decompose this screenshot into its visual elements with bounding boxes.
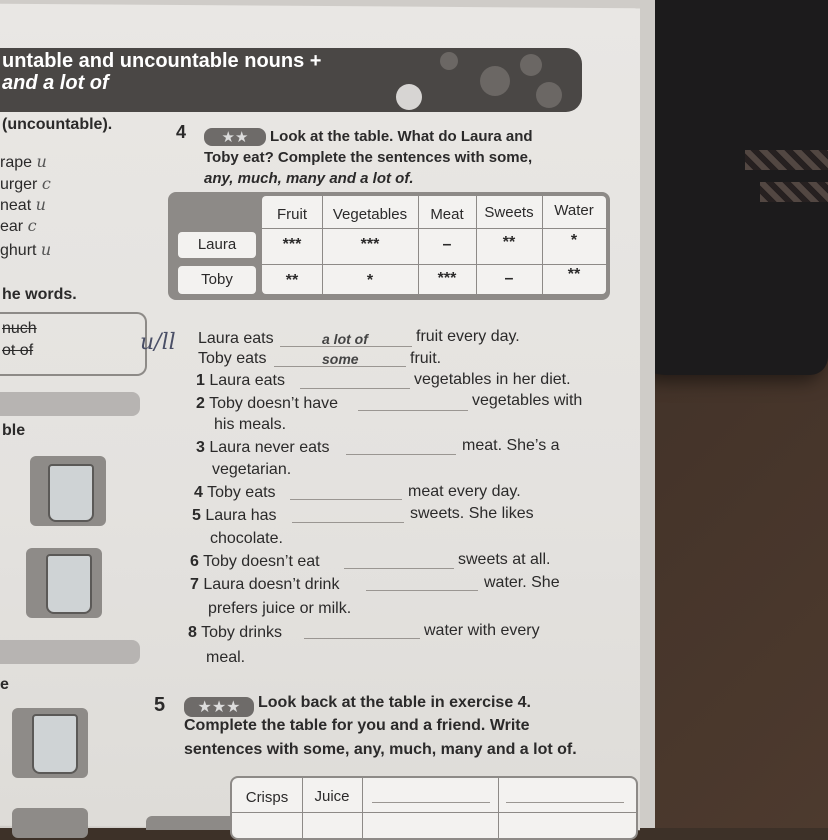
table-rule (262, 228, 606, 229)
sentence-5-cont: chocolate. (210, 530, 283, 547)
sentence-number: 1 (196, 372, 205, 389)
column-header: Water (554, 202, 594, 219)
column-header: Meat (430, 206, 464, 223)
grey-strip (0, 392, 140, 416)
sentence-number: 5 (192, 507, 201, 524)
strip-label: ble (2, 422, 26, 439)
exercise-5-line2: Complete the table for you and a friend. Write (184, 717, 530, 734)
word-box (0, 312, 147, 376)
row-label-laura: Laura (178, 232, 256, 258)
exercise-5-line3: sentences with some, any, much, many and a lot of. (184, 741, 577, 758)
sentence-number: 4 (194, 484, 203, 501)
table-cell: ** (567, 266, 581, 283)
jug-glass (46, 554, 92, 614)
table-cell: * (570, 232, 578, 249)
word-3 (0, 195, 46, 215)
sentence-2-after: vegetables with (472, 392, 583, 409)
exercise-4-number: 4 (176, 122, 187, 142)
example-1-answer: a lot of (322, 331, 368, 347)
sentence-text: Toby eats (207, 484, 276, 501)
exercise-5-table (230, 776, 638, 840)
decor-dot (480, 66, 510, 96)
jug-image (30, 456, 106, 526)
example-2-after: fruit. (410, 350, 442, 367)
decor-dot (396, 84, 422, 110)
table-cell: ** (285, 272, 299, 289)
section-title: untable and uncountable nouns + (2, 50, 322, 72)
column-header: Sweets (484, 204, 534, 221)
bottom-letter: e (0, 676, 9, 693)
decor-dot (440, 52, 458, 70)
sentence-text: Laura never eats (209, 439, 330, 456)
section-subtitle: and a lot of (2, 72, 109, 94)
answer-blank[interactable] (304, 638, 420, 639)
answer-blank[interactable] (292, 522, 404, 523)
sentence-text: Toby drinks (201, 624, 282, 641)
mat-stripe (745, 150, 828, 170)
table-cell: ** (502, 234, 516, 251)
answer-blank[interactable] (366, 590, 478, 591)
box-word-1: nuch (2, 320, 37, 337)
table-cell: – (504, 270, 514, 287)
example-2-answer: some (322, 351, 359, 367)
sentence-4 (194, 484, 276, 502)
example-1-before: Laura eats (198, 330, 274, 347)
sentence-8-after: water with every (424, 622, 540, 639)
sentence-number: 6 (190, 553, 199, 570)
word-text: ghurt (0, 242, 37, 259)
answer-blank[interactable] (290, 499, 402, 500)
sentence-text: Laura doesn’t drink (203, 576, 340, 593)
handwritten-answer: u (35, 195, 46, 214)
sentence-2 (196, 395, 338, 413)
sentence-7 (190, 576, 339, 594)
sentence-text: Toby doesn’t eat (203, 553, 320, 570)
word-2 (0, 174, 51, 194)
sentence-8-cont: meal. (206, 649, 246, 666)
difficulty-stars: ★★★ (184, 697, 254, 717)
handwritten-margin-note: u/ll (140, 330, 176, 355)
jug-glass (48, 464, 94, 522)
handwritten-answer: c (41, 174, 51, 193)
word-4 (0, 216, 37, 236)
table-cell: * (366, 272, 374, 289)
row-label-toby: Toby (178, 266, 256, 294)
table-cell: *** (360, 236, 380, 253)
sentence-6-after: sweets at all. (458, 551, 551, 568)
box-word-2: ot of (2, 342, 34, 359)
example-2-before: Toby eats (198, 350, 267, 367)
sentence-number: 2 (196, 395, 205, 412)
exercise-5-line1: Look back at the table in exercise 4. (258, 694, 531, 711)
table-cell: *** (282, 236, 302, 253)
answer-blank[interactable] (344, 568, 454, 569)
sentence-1-after: vegetables in her diet. (414, 371, 571, 388)
sentence-5 (192, 507, 277, 525)
table-rule (302, 778, 303, 838)
answer-blank[interactable] (358, 410, 468, 411)
jug-image (12, 708, 88, 778)
sentence-2-cont: his meals. (214, 416, 287, 433)
table-rule (362, 778, 363, 838)
word-text: neat (0, 197, 32, 214)
exercise-4-instruction-line3: any, much, many and a lot of. (204, 170, 414, 187)
sentence-3 (196, 439, 329, 457)
table-rule (262, 264, 606, 265)
handwritten-answer: c (27, 216, 37, 235)
decor-dot (536, 82, 562, 108)
sentence-number: 7 (190, 576, 199, 593)
column-header: Fruit (277, 206, 307, 223)
jug-image (12, 808, 88, 838)
table-cell: – (442, 236, 452, 253)
column-header: Vegetables (332, 206, 408, 223)
table-cell: *** (437, 270, 457, 287)
sentence-8 (188, 624, 282, 642)
jug-image (26, 548, 102, 618)
word-text: urger (0, 176, 38, 193)
sentence-7-after: water. She (484, 574, 560, 591)
table-rule (232, 812, 636, 813)
mat-stripe (760, 182, 828, 202)
sentence-4-after: meat every day. (408, 483, 521, 500)
exercise-4-instruction-line1: Look at the table. What do Laura and (270, 128, 533, 145)
grey-strip (0, 640, 140, 664)
handwritten-answer: u (40, 240, 52, 259)
instruction-fragment: he words. (2, 286, 77, 303)
jug-glass (32, 714, 78, 774)
sentence-7-cont: prefers juice or milk. (208, 600, 352, 617)
sentence-text: Toby doesn’t have (209, 395, 339, 412)
word-1 (0, 152, 47, 172)
sentence-number: 3 (196, 439, 205, 456)
column-header: Juice (314, 788, 350, 805)
header-blank[interactable] (506, 802, 624, 803)
sentence-5-after: sweets. She likes (410, 505, 534, 522)
sentence-1 (196, 372, 285, 390)
sentence-text: Laura eats (209, 372, 285, 389)
header-blank[interactable] (372, 802, 490, 803)
example-1-after: fruit every day. (416, 328, 520, 345)
uncountable-label: (uncountable). (2, 116, 113, 133)
exercise-5-number: 5 (154, 694, 166, 716)
decor-dot (520, 54, 542, 76)
sentence-6 (190, 553, 320, 571)
exercise-4-instruction-line2: Toby eat? Complete the sentences with some, (204, 149, 533, 166)
word-text: ear (0, 218, 24, 235)
difficulty-stars: ★★ (204, 128, 266, 146)
table-rule (498, 778, 499, 838)
handwritten-answer: u (36, 152, 47, 171)
sentence-3-after: meat. She’s a (462, 437, 560, 454)
word-5 (0, 240, 51, 260)
word-text: rape (0, 154, 33, 171)
sentence-text: Laura has (205, 507, 277, 524)
sentence-3-cont: vegetarian. (212, 461, 292, 478)
column-header: Crisps (245, 789, 289, 806)
answer-blank[interactable] (300, 388, 410, 389)
answer-blank[interactable] (346, 454, 456, 455)
sentence-number: 8 (188, 624, 197, 641)
